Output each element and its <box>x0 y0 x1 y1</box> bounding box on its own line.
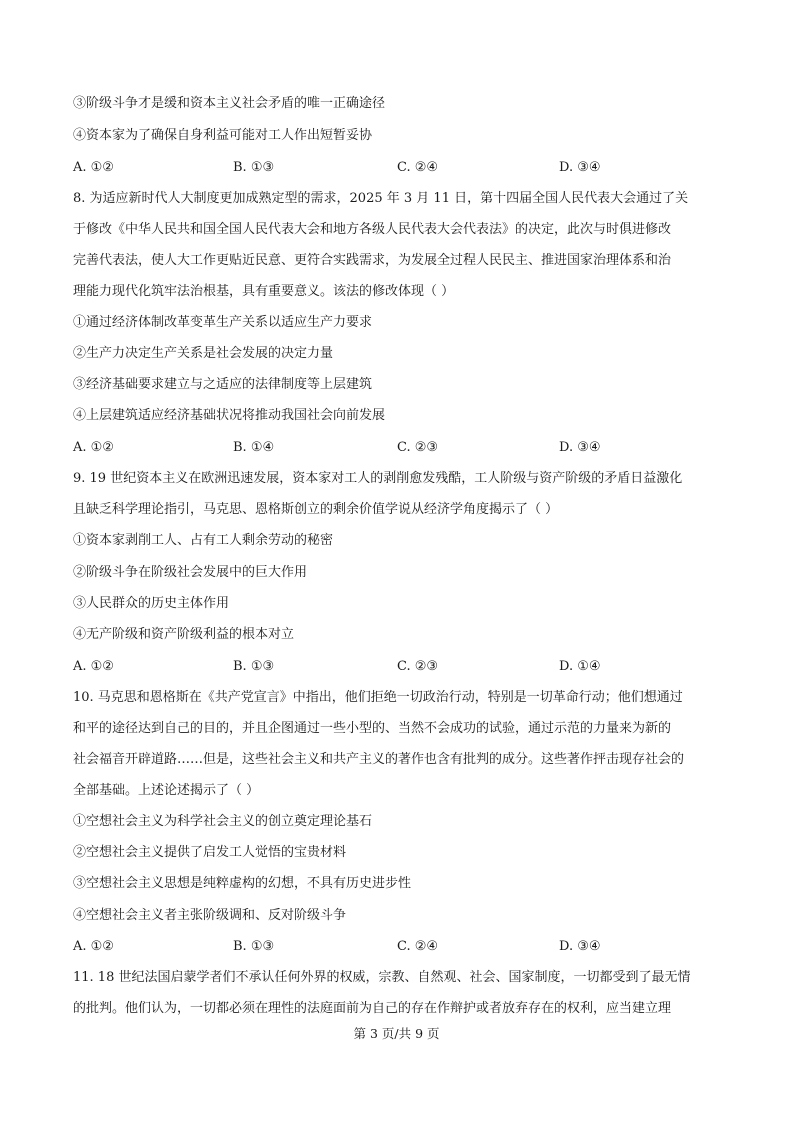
q7-statement-3: ③阶级斗争才是缓和资本主义社会矛盾的唯一正确途径 <box>73 96 386 111</box>
q10-stem-line-3: 社会福音开辟道路……但是，这些社会主义和共产主义的著作也含有批判的成分。这些著作抨击现存社会的 <box>73 752 685 767</box>
q7-option-a: A. ①② <box>73 160 114 175</box>
q7-statement-4: ④资本家为了确保自身利益可能对工人作出短暂妥协 <box>73 128 373 143</box>
q9-stem-line-1: 9. 19 世纪资本主义在欧洲迅速发展，资本家对工人的剥削愈发残酷，工人阶级与资产阶级的矛盾日益激化 <box>73 471 683 486</box>
q7-option-d: D. ③④ <box>559 160 601 175</box>
q10-stem-line-2: 和平的途径达到自己的目的，并且企图通过一些小型的、当然不会成功的试验，通过示范的力量来为新的 <box>73 721 672 736</box>
page-number: 第 3 页/共 9 页 <box>353 1026 440 1041</box>
q11-stem-line-1: 11. 18 世纪法国启蒙学者们不承认任何外界的权威，宗教、自然观、社会、国家制度，一切都受到了最无情 <box>73 970 691 985</box>
q8-statement-4: ④上层建筑适应经济基础状况将推动我国社会向前发展 <box>73 408 386 423</box>
q8-stem-line-1: 8. 为适应新时代人大制度更加成熟定型的需求，2025 年 3 月 11 日，第十四届全国人民代表大会通过了关 <box>73 191 689 206</box>
q9-statement-2: ②阶级斗争在阶级社会发展中的巨大作用 <box>73 565 308 580</box>
q9-option-b: B. ①③ <box>233 659 275 674</box>
q9-options <box>73 657 723 677</box>
q9-statement-4: ④无产阶级和资产阶级利益的根本对立 <box>73 627 295 642</box>
q7-option-b: B. ①③ <box>233 160 275 175</box>
q9-statement-1: ①资本家剥削工人、占有工人剩余劳动的秘密 <box>73 533 334 548</box>
q8-stem-line-4: 理能力现代化筑牢法治根基，具有重要意义。该法的修改体现（ ） <box>73 284 455 299</box>
q10-option-d: D. ③④ <box>559 939 601 954</box>
q10-statement-2: ②空想社会主义提供了启发工人觉悟的宝贵材料 <box>73 845 347 860</box>
q8-stem-line-2: 于修改《中华人民共和国全国人民代表大会和地方各级人民代表大会代表法》的决定，此次与时俱进修改 <box>73 222 672 237</box>
q8-option-c: C. ②③ <box>397 440 439 455</box>
q8-statement-3: ③经济基础要求建立与之适应的法律制度等上层建筑 <box>73 377 373 392</box>
q7-options <box>73 158 723 178</box>
q10-statement-4: ④空想社会主义者主张阶级调和、反对阶级斗争 <box>73 908 347 923</box>
q8-option-a: A. ①② <box>73 440 114 455</box>
q10-stem-line-1: 10. 马克思和恩格斯在《共产党宣言》中指出，他们拒绝一切政治行动，特别是一切革命行动；他们想通过 <box>73 690 683 705</box>
q10-option-b: B. ①③ <box>233 939 275 954</box>
q10-option-c: C. ②④ <box>397 939 439 954</box>
q9-option-c: C. ②③ <box>397 659 439 674</box>
q9-statement-3: ③人民群众的历史主体作用 <box>73 596 230 611</box>
q10-statement-1: ①空想社会主义为科学社会主义的创立奠定理论基石 <box>73 814 373 829</box>
q10-options <box>73 937 723 957</box>
q8-options <box>73 438 723 458</box>
q8-statement-1: ①通过经济体制改革变革生产关系以适应生产力要求 <box>73 315 373 330</box>
q9-option-d: D. ①④ <box>559 659 601 674</box>
q10-stem-line-4: 全部基础。上述论述揭示了（ ） <box>73 783 260 798</box>
q10-statement-3: ③空想社会主义思想是纯粹虚构的幻想，不具有历史进步性 <box>73 876 412 891</box>
q9-stem-line-2: 且缺乏科学理论指引，马克思、恩格斯创立的剩余价值学说从经济学角度揭示了（ ） <box>73 502 559 517</box>
q8-option-b: B. ①④ <box>233 440 275 455</box>
q11-stem-line-2: 的批判。他们认为，一切都必须在理性的法庭面前为自己的存在作辩护或者放弃存在的权利，应当建立理 <box>73 1001 672 1016</box>
q7-option-c: C. ②④ <box>397 160 439 175</box>
q10-option-a: A. ①② <box>73 939 114 954</box>
q8-stem-line-3: 完善代表法，使人大工作更贴近民意、更符合实践需求，为发展全过程人民民主、推进国家治理体系和治 <box>73 253 672 268</box>
q8-option-d: D. ③④ <box>559 440 601 455</box>
q8-statement-2: ②生产力决定生产关系是社会发展的决定力量 <box>73 346 334 361</box>
q9-option-a: A. ①② <box>73 659 114 674</box>
